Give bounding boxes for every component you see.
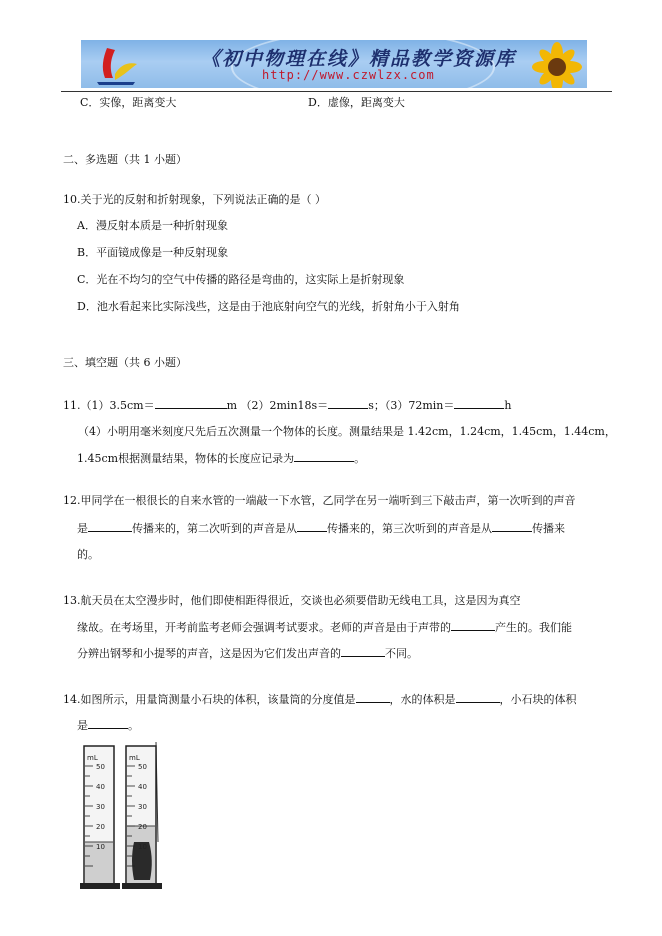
q12-line-2a: 是 [77, 522, 88, 535]
q12-blank-1[interactable] [88, 521, 132, 532]
q11-blank-4[interactable] [294, 451, 354, 462]
q12-blank-3[interactable] [492, 521, 532, 532]
q11-line-3-end: 。 [354, 452, 366, 465]
q11-line-3-text: 1.45cm根据测量结果，物体的长度应记录为 [77, 452, 295, 465]
cylinder-2-tick-30: 30 [138, 803, 147, 811]
q12-line-2c: 传播来的，第三次听到的声音是从 [327, 522, 492, 535]
site-logo-icon [93, 44, 139, 86]
cylinder-1-tick-20: 20 [96, 823, 105, 831]
cylinder-2-unit: mL [129, 754, 140, 762]
cylinder-2-tick-20: 20 [138, 823, 147, 831]
q11-part-1: 11.（1）3.5cm＝ [63, 399, 155, 412]
q13-line-3b: 不同。 [385, 647, 418, 660]
q10-option-c: C．光在不均匀的空气中传播的路径是弯曲的，这实际上是折射现象 [77, 273, 405, 286]
q11-line-2: （4）小明用毫米刻度尺先后五次测量一个物体的长度。测量结果是 1.42cm，1.24cm，1.45cm，1.44cm， [78, 425, 616, 438]
cylinder-with-stone-figure [122, 742, 166, 890]
q13-line-3a: 分辨出钢琴和小提琴的声音，这是因为它们发出声音的 [77, 647, 341, 660]
q9-option-d: D．虚像，距离变大 [308, 96, 405, 109]
q14-line-2b: 。 [128, 719, 139, 732]
cylinder-water-only-figure [80, 742, 122, 890]
q10-option-d: D．池水看起来比实际浅些，这是由于池底射向空气的光线，折射角小于入射角 [77, 300, 460, 313]
q12-line-2 [77, 521, 565, 536]
q11-part-3: s；（3）72min＝ [368, 399, 455, 412]
cylinder-1-tick-10: 10 [96, 843, 105, 851]
q14-line-1b: ，水的体积是 [389, 693, 456, 706]
cylinder-2-tick-10: 10 [138, 843, 147, 851]
cylinder-2-tick-50: 50 [138, 763, 147, 771]
q12-blank-2[interactable] [297, 521, 327, 532]
q12-line-2d: 传播来 [532, 522, 565, 535]
q13-line-2b: 产生的。我们能 [495, 621, 572, 634]
q11-blank-2[interactable] [328, 398, 368, 409]
q13-line-3 [77, 646, 418, 661]
banner-url: http://www.czwlzx.com [262, 68, 435, 82]
q14-blank-1[interactable] [356, 692, 390, 703]
q14-line-1 [63, 692, 577, 707]
cylinder-1-tick-50: 50 [96, 763, 105, 771]
q11-line-3 [77, 451, 365, 466]
q14-line-1c: ，小石块的体积 [499, 693, 577, 706]
cylinder-2-tick-40: 40 [138, 783, 147, 791]
q12-line-3: 的。 [77, 548, 99, 561]
cylinder-1-tick-40: 40 [96, 783, 105, 791]
q13-line-2a: 缘故。在考场里，开考前监考老师会强调考试要求。老师的声音是由于声带的 [77, 621, 451, 634]
q11-blank-3[interactable] [454, 398, 504, 409]
q13-line-1: 13.航天员在太空漫步时，他们即使相距得很近，交谈也必须要借助无线电工具，这是因为真空 [63, 594, 521, 607]
q14-line-2 [77, 718, 139, 733]
q12-line-1: 12.甲同学在一根很长的自来水管的一端敲一下水管，乙同学在另一端听到三下敲击声，第一次听到的声音 [63, 494, 576, 507]
section-3-heading: 三、填空题（共 6 小题） [63, 356, 187, 369]
q11-line-1 [63, 398, 511, 413]
q10-option-a: A．漫反射本质是一种折射现象 [77, 219, 228, 232]
q11-part-4: h [504, 399, 512, 412]
q12-line-2b: 传播来的，第二次听到的声音是从 [132, 522, 297, 535]
cylinder-1-unit: mL [87, 754, 98, 762]
q13-line-2 [77, 620, 572, 635]
q13-blank-1[interactable] [451, 620, 495, 631]
q11-blank-1[interactable] [155, 398, 227, 409]
q13-blank-2[interactable] [341, 646, 385, 657]
header-banner [81, 40, 587, 88]
section-2-heading: 二、多选题（共 1 小题） [63, 153, 187, 166]
header-rule [61, 91, 612, 92]
cylinder-1-tick-30: 30 [96, 803, 105, 811]
q14-blank-3[interactable] [88, 718, 128, 729]
q9-option-c: C．实像，距离变大 [80, 96, 177, 109]
q10-option-b: B．平面镜成像是一种反射现象 [77, 246, 229, 259]
q14-line-2a: 是 [77, 719, 88, 732]
q10-stem: 10.关于光的反射和折射现象，下列说法正确的是（ ） [63, 193, 326, 206]
sunflower-icon [517, 40, 587, 88]
q14-blank-2[interactable] [456, 692, 500, 703]
q14-line-1a: 14.如图所示，用量筒测量小石块的体积，该量筒的分度值是 [63, 693, 356, 706]
banner-title: 《初中物理在线》精品教学资源库 [201, 48, 517, 70]
q11-part-2: m （2）2min18s＝ [226, 399, 329, 412]
